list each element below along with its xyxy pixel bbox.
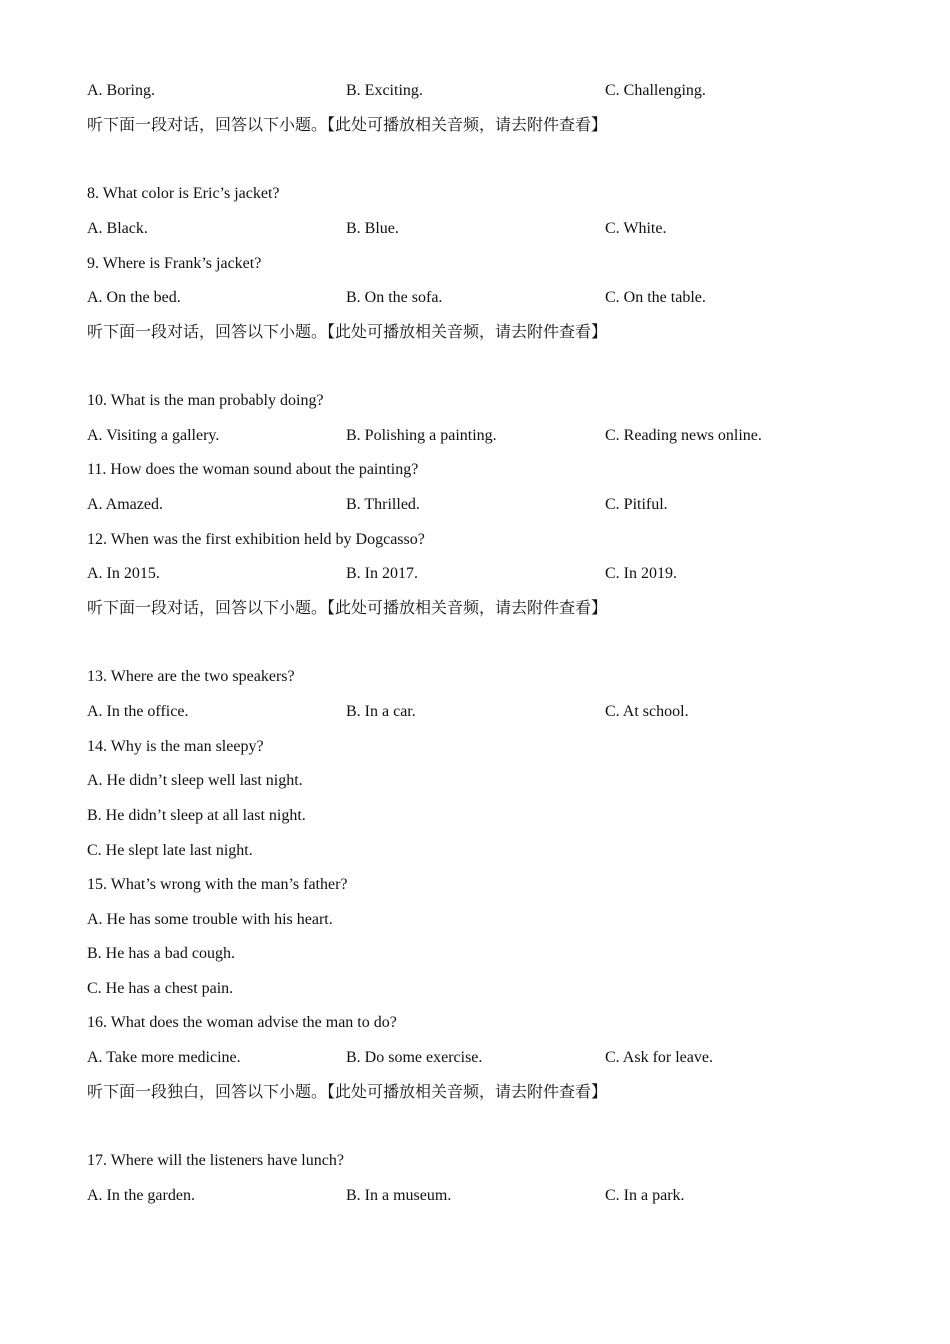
q16-question: 16. What does the woman advise the man to do?	[87, 1014, 397, 1031]
q16-option-a: A. Take more medicine.	[87, 1049, 241, 1066]
q12-option-a: A. In 2015.	[87, 565, 160, 582]
q16-option-c: C. Ask for leave.	[605, 1049, 713, 1066]
q13-question: 13. Where are the two speakers?	[87, 668, 295, 685]
q14-option-c: C. He slept late last night.	[87, 842, 253, 859]
q10-option-b: B. Polishing a painting.	[346, 427, 497, 444]
q10-question: 10. What is the man probably doing?	[87, 392, 324, 409]
q12-question: 12. When was the first exhibition held by Dogcasso?	[87, 531, 425, 548]
q11-option-c: C. Pitiful.	[605, 496, 668, 513]
q9-question: 9. Where is Frank’s jacket?	[87, 255, 262, 272]
q17-question: 17. Where will the listeners have lunch?	[87, 1152, 344, 1169]
q8-question: 8. What color is Eric’s jacket?	[87, 185, 280, 202]
q10-option-c: C. Reading news online.	[605, 427, 762, 444]
listening-instruction: 听下面一段对话，回答以下小题。【此处可播放相关音频，请去附件查看】	[87, 600, 608, 617]
q11-option-a: A. Amazed.	[87, 496, 163, 513]
q15-option-c: C. He has a chest pain.	[87, 980, 234, 997]
q15-question: 15. What’s wrong with the man’s father?	[87, 876, 348, 893]
q16-option-b: B. Do some exercise.	[346, 1049, 483, 1066]
q7-option-b: B. Exciting.	[346, 82, 423, 99]
q7-option-a: A. Boring.	[87, 82, 155, 99]
q12-option-b: B. In 2017.	[346, 565, 418, 582]
q9-option-b: B. On the sofa.	[346, 289, 443, 306]
q15-option-b: B. He has a bad cough.	[87, 945, 235, 962]
q17-option-b: B. In a museum.	[346, 1187, 452, 1204]
q9-option-a: A. On the bed.	[87, 289, 181, 306]
q17-option-c: C. In a park.	[605, 1187, 685, 1204]
listening-instruction: 听下面一段对话，回答以下小题。【此处可播放相关音频，请去附件查看】	[87, 324, 608, 341]
q15-option-a: A. He has some trouble with his heart.	[87, 911, 333, 928]
q9-option-c: C. On the table.	[605, 289, 706, 306]
q11-question: 11. How does the woman sound about the painting?	[87, 461, 419, 478]
listening-instruction-monologue: 听下面一段独白，回答以下小题。【此处可播放相关音频，请去附件查看】	[87, 1084, 608, 1101]
q14-question: 14. Why is the man sleepy?	[87, 738, 264, 755]
q11-option-b: B. Thrilled.	[346, 496, 420, 513]
q13-option-c: C. At school.	[605, 703, 689, 720]
q14-option-b: B. He didn’t sleep at all last night.	[87, 807, 306, 824]
q13-option-b: B. In a car.	[346, 703, 416, 720]
q8-option-b: B. Blue.	[346, 220, 399, 237]
q10-option-a: A. Visiting a gallery.	[87, 427, 220, 444]
listening-instruction: 听下面一段对话，回答以下小题。【此处可播放相关音频，请去附件查看】	[87, 117, 608, 134]
q14-option-a: A. He didn’t sleep well last night.	[87, 772, 303, 789]
q17-option-a: A. In the garden.	[87, 1187, 195, 1204]
q13-option-a: A. In the office.	[87, 703, 189, 720]
q7-option-c: C. Challenging.	[605, 82, 706, 99]
q12-option-c: C. In 2019.	[605, 565, 677, 582]
q8-option-c: C. White.	[605, 220, 667, 237]
q8-option-a: A. Black.	[87, 220, 148, 237]
